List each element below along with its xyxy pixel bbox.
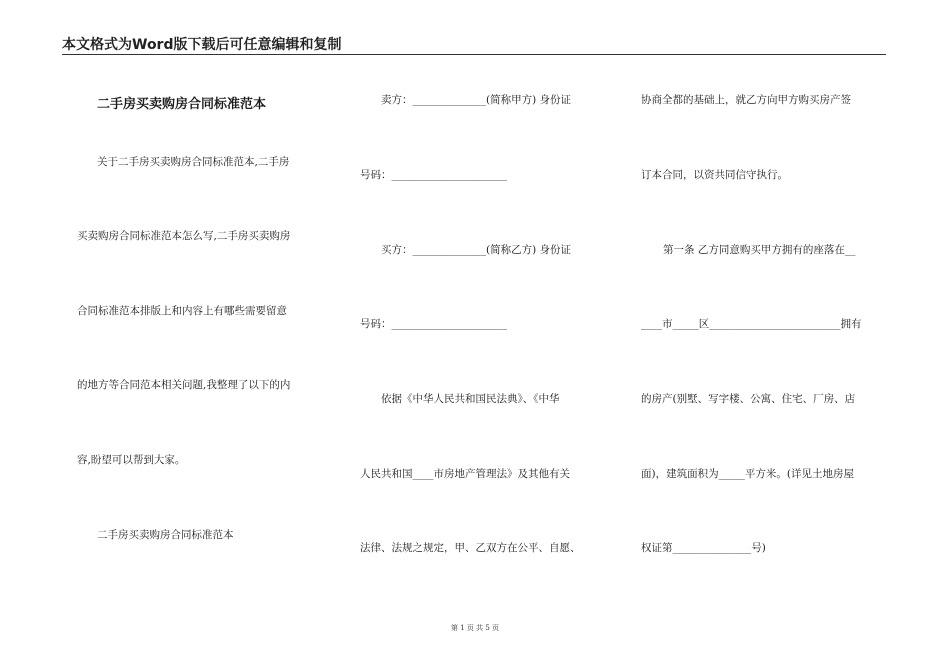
header-title: 本文格式为Word版下载后可任意编辑和复制 <box>62 37 342 53</box>
paragraph-line: 买方：______________(简称乙方) 身份证 <box>381 244 572 256</box>
paragraph-line: 卖方：______________(简称甲方) 身份证 <box>381 94 572 106</box>
paragraph-line: 人民共和国____市房地产管理法》及其他有关 <box>360 468 570 480</box>
paragraph-line: 协商全都的基础上，就乙方向甲方购买房产签 <box>641 94 851 106</box>
section-heading: 二手房买卖购房合同标准范本 <box>97 529 234 541</box>
paragraph-line: 订本合同，以资共同信守执行。 <box>641 169 788 181</box>
paragraph-line: 关于二手房买卖购房合同标准范本,二手房 <box>97 156 290 168</box>
paragraph-line: 的房产(别墅、写字楼、公寓、住宅、厂房、店 <box>641 393 856 405</box>
header-divider <box>62 54 886 55</box>
paragraph-line: 的地方等合同范本相关问题,我整理了以下的内 <box>77 379 291 391</box>
paragraph-line: ____市_____区_________________________拥有 <box>641 318 862 330</box>
paragraph-line: 号码：______________________ <box>360 169 507 181</box>
paragraph-line: 买卖购房合同标准范本怎么写,二手房买卖购房 <box>77 230 291 242</box>
paragraph-line: 第一条 乙方同意购买甲方拥有的座落在__ <box>663 244 856 256</box>
page-number: 第 1 页 共 5 页 <box>450 624 500 632</box>
paragraph-line: 权证第_______________号) <box>641 542 766 554</box>
paragraph-line: 面)，建筑面积为_____平方米。(详见土地房屋 <box>641 468 854 480</box>
paragraph-line: 法律、法规之规定，甲、乙双方在公平、自愿、 <box>360 542 581 554</box>
paragraph-line: 容,盼望可以帮到大家。 <box>77 454 186 466</box>
paragraph-line: 号码：______________________ <box>360 318 507 330</box>
paragraph-line: 依据《中华人民共和国民法典》、《中华 <box>381 393 560 405</box>
paragraph-line: 合同标准范本排版上和内容上有哪些需要留意 <box>77 305 287 317</box>
document-title: 二手房买卖购房合同标准范本 <box>97 97 267 112</box>
